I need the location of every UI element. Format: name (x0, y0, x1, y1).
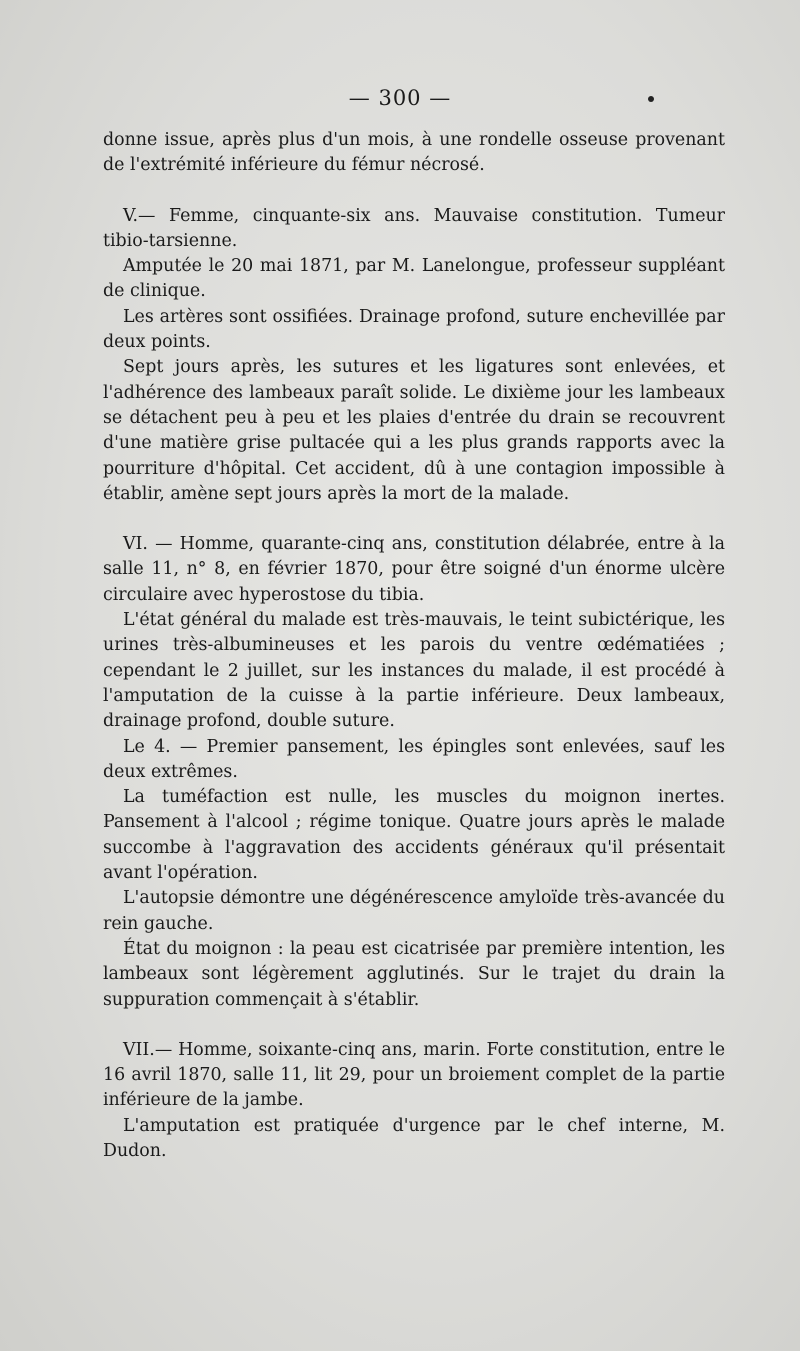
paragraph: Le 4. — Premier pansement, les épingles sont enlevées, sauf les deux extrêmes. (103, 736, 725, 782)
paragraph: La tuméfaction est nulle, les muscles du moignon inertes. Pansement à l'alcool ; régime tonique. Quatre jours après le malade succombe à l'aggravation des accidents généraux qu'il présentait avant l'opération. (103, 787, 725, 884)
paragraph-case-vii: VII.— Homme, soixante-cinq ans, marin. Forte constitution, entre le 16 avril 1870, salle 11, lit 29, pour un broiement complet de la partie inférieure de la jambe. (103, 1039, 725, 1111)
paragraph-case-vi: VI. — Homme, quarante-cinq ans, constitution délabrée, entre à la salle 11, n° 8, en février 1870, pour être soigné d'un énorme ulcère circulaire avec hyperostose du tibia. (103, 534, 725, 605)
paragraph: Les artères sont ossifiées. Drainage profond, suture enchevillée par deux points. (103, 306, 725, 353)
paragraph: L'état général du malade est très-mauvais, le teint subictérique, les urines très-albumineuses et les parois du ventre œdématiées ; cependant le 2 juillet, sur les instances du malade, il est procédé à l'amputation de la cuisse à la partie inférieure. Deux lambeaux, drainage profond, double suture. (103, 610, 725, 732)
paragraph: Amputée le 20 mai 1871, par M. Lanelongue, professeur suppléant de clinique. (103, 256, 725, 302)
ink-dot (648, 96, 654, 102)
paragraph-case-v: V.— Femme, cinquante-six ans. Mauvaise constitution. Tumeur tibio-tarsienne. (103, 205, 725, 251)
page-body (103, 128, 725, 1164)
paragraph: L'autopsie démontre une dégénérescence amyloïde très-avancée du rein gauche. (103, 888, 725, 934)
paragraph: L'amputation est pratiquée d'urgence par le chef interne, M. Dudon. (103, 1115, 725, 1161)
paragraph: État du moignon : la peau est cicatrisée par première intention, les lambeaux sont légèrement agglutinés. Sur le trajet du drain la suppuration commençait à s'établir. (103, 938, 725, 1010)
paragraph: donne issue, après plus d'un mois, à une rondelle osseuse provenant de l'extrémité inférieure du fémur nécrosé. (103, 130, 725, 176)
paragraph: Sept jours après, les sutures et les ligatures sont enlevées, et l'adhérence des lambeaux paraît solide. Le dixième jour les lambeaux se détachent peu à peu et les plaies d'entrée du drain se recouvrent d'une matière grise pultacée qui a les plus grands rapports avec la pourriture d'hôpital. Cet accident, dû à une contagion impossible à établir, amène sept jours après la mort de la malade. (103, 357, 725, 504)
page-number: — 300 — (348, 86, 452, 110)
